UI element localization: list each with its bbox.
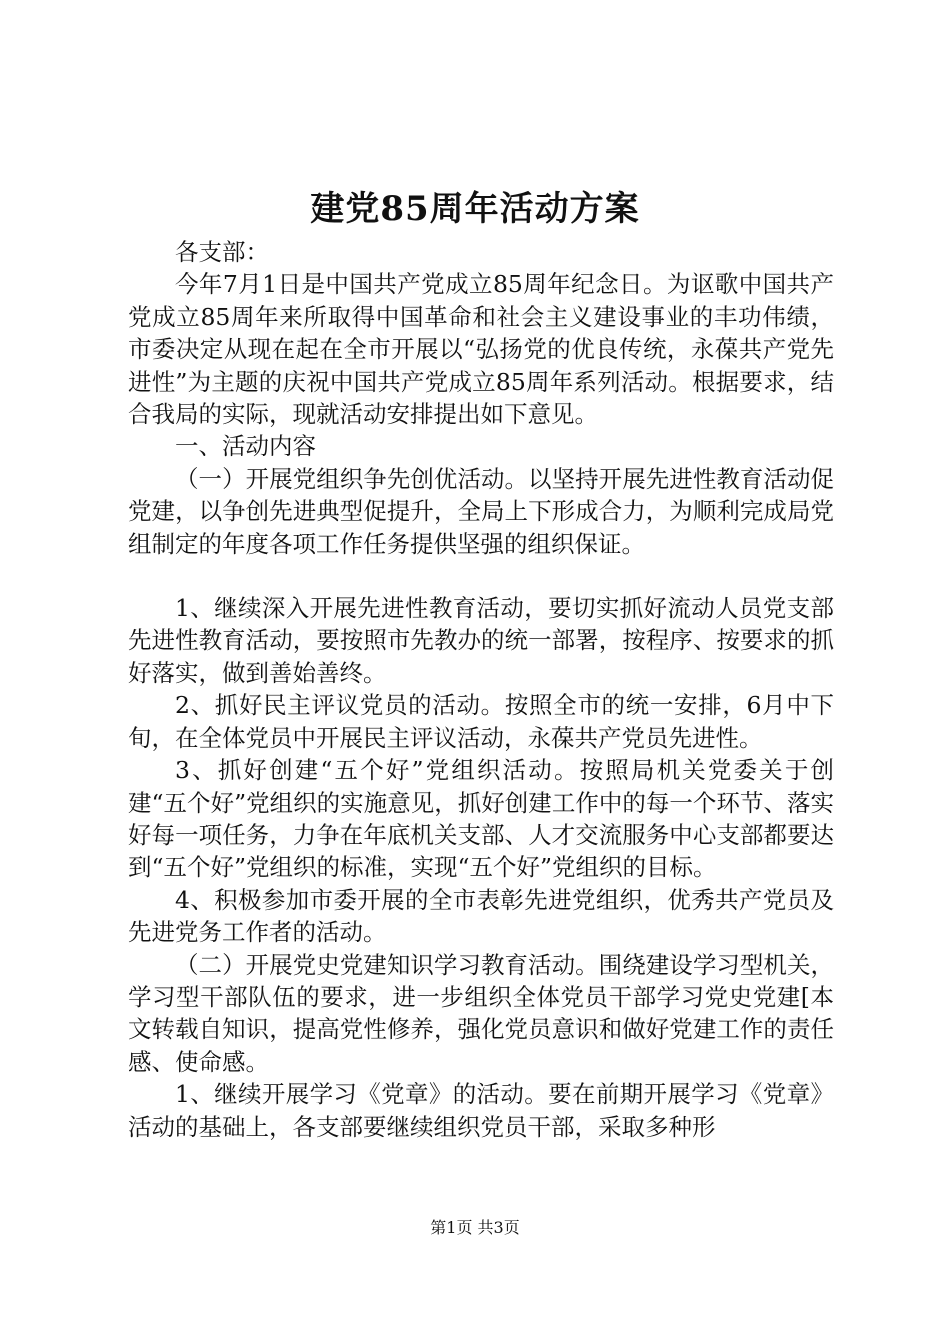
intro-paragraph: 今年7月1日是中国共产党成立85周年纪念日。为讴歌中国共产党成立85周年来所取得中国革命和社会主义建设事业的丰功伟绩，市委决定从现在起在全市开展以“弘扬党的优良传统，永葆共产党先进性”为主题的庆祝中国共产党成立85周年系列活动。根据要求，结合我局的实际，现就活动安排提出如下意见。 (128, 270, 834, 429)
subsection-1-paragraph: （一）开展党组织争先创优活动。以坚持开展先进性教育活动促党建，以争创先进典型促提升，全局上下形成合力，为顺利完成局党组制定的年度各项工作任务提供坚强的组织保证。 (128, 464, 834, 558)
document-body (128, 236, 834, 1143)
document-title: 建党85周年活动方案 (310, 189, 640, 229)
page-footer: 第1页 共3页 (430, 1218, 520, 1237)
subsection-2-paragraph: （二）开展党史党建知识学习教育活动。围绕建设学习型机关，学习型干部队伍的要求，进一步组织全体党员干部学习党史党建[本文转载自知识，提高党性修养，强化党员意识和做好党建工作的责任感、使命感。 (128, 950, 834, 1076)
subitem-1-paragraph: 1、继续开展学习《党章》的活动。要在前期开展学习《党章》活动的基础上，各支部要继续组织党员干部，采取多种形 (128, 1080, 834, 1141)
item-1-paragraph: 1、继续深入开展先进性教育活动，要切实抓好流动人员党支部先进性教育活动，要按照市先教办的统一部署，按程序、按要求的抓好落实，做到善始善终。 (128, 594, 834, 687)
item-2-paragraph: 2、抓好民主评议党员的活动。按照全市的统一安排，6月中下旬，在全体党员中开展民主评议活动，永葆共产党员先进性。 (128, 691, 834, 752)
item-3-paragraph: 3、抓好创建“五个好”党组织活动。按照局机关党委关于创建“五个好”党组织的实施意见，抓好创建工作中的每一个环节、落实好每一项任务，力争在年底机关支部、人才交流服务中心支部都要达到“五个好”党组织的标准，实现“五个好”党组织的目标。 (128, 756, 834, 882)
item-4-paragraph: 4、积极参加市委开展的全市表彰先进党组织，优秀共产党员及先进党务工作者的活动。 (128, 885, 834, 947)
section-heading: 一、活动内容 (175, 432, 316, 461)
salutation: 各支部： (175, 238, 269, 266)
